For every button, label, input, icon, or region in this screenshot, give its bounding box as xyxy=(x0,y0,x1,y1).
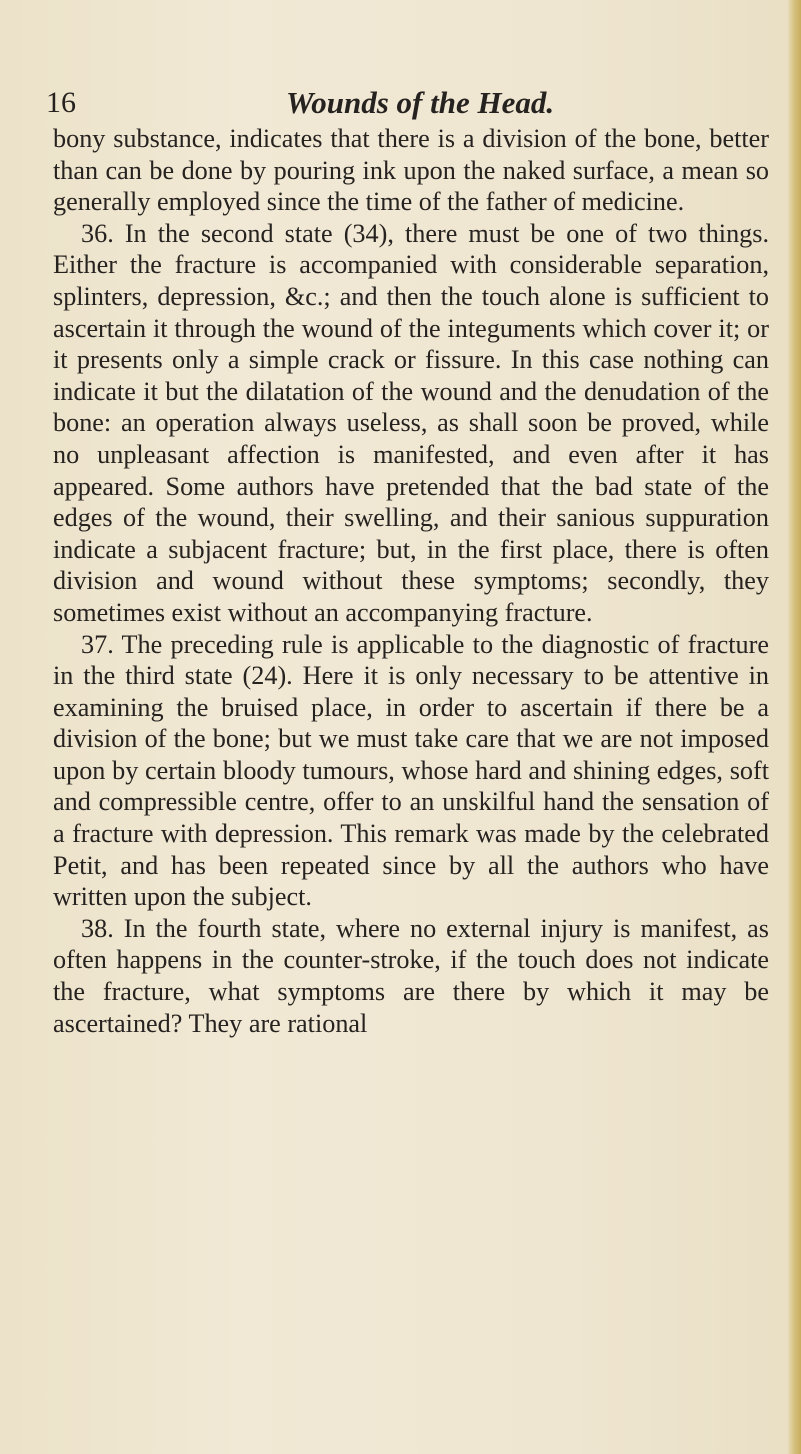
page-edge xyxy=(787,0,801,1454)
page-header xyxy=(46,86,766,126)
running-head: Wounds of the Head. xyxy=(286,85,555,120)
paragraph-38: 38. In the fourth state, where no external injury is manifest, as often happens in the counter-stroke, if the touch does not indicate the fracture, what symptoms are there by which it may be ascertained? They are rational xyxy=(53,913,769,1038)
body-text xyxy=(53,123,769,1039)
paragraph-36: 36. In the second state (34), there must be one of two things. Either the fracture is accompanied with considerable separation, splinters, depression, &c.; and then the touch alone is sufficient to ascertain it through the wound of the integuments which cover it; or it presents only a simple crack or fissure. In this case nothing can indicate it but the dilatation of the wound and the denudation of the bone: an operation always useless, as shall soon be proved, while no unpleasant affection is manifested, and even after it has appeared. Some authors have pretended that the bad state of the edges of the wound, their swelling, and their sanious suppuration indicate a subjacent fracture; but, in the first place, there is often division and wound without these symptoms; secondly, they sometimes exist without an accompanying fracture. xyxy=(53,218,769,627)
page-number: 16 xyxy=(46,86,76,119)
paragraph-continued: bony substance, indicates that there is a division of the bone, better than can be done by pouring ink upon the naked surface, a mean so generally employed since the time of the father of medicine. xyxy=(53,124,769,217)
paragraph-37: 37. The preceding rule is applicable to the diagnostic of fracture in the third state (24). Here it is only necessary to be attentive in examining the bruised place, in order to ascertain if there be a division of the bone; but we must take care that we are not imposed upon by certain bloody tumours, whose hard and shining edges, soft and compressible centre, offer to an unskilful hand the sensation of a fracture with depression. This remark was made by the celebrated Petit, and has been repeated since by all the authors who have written upon the subject. xyxy=(53,629,769,912)
